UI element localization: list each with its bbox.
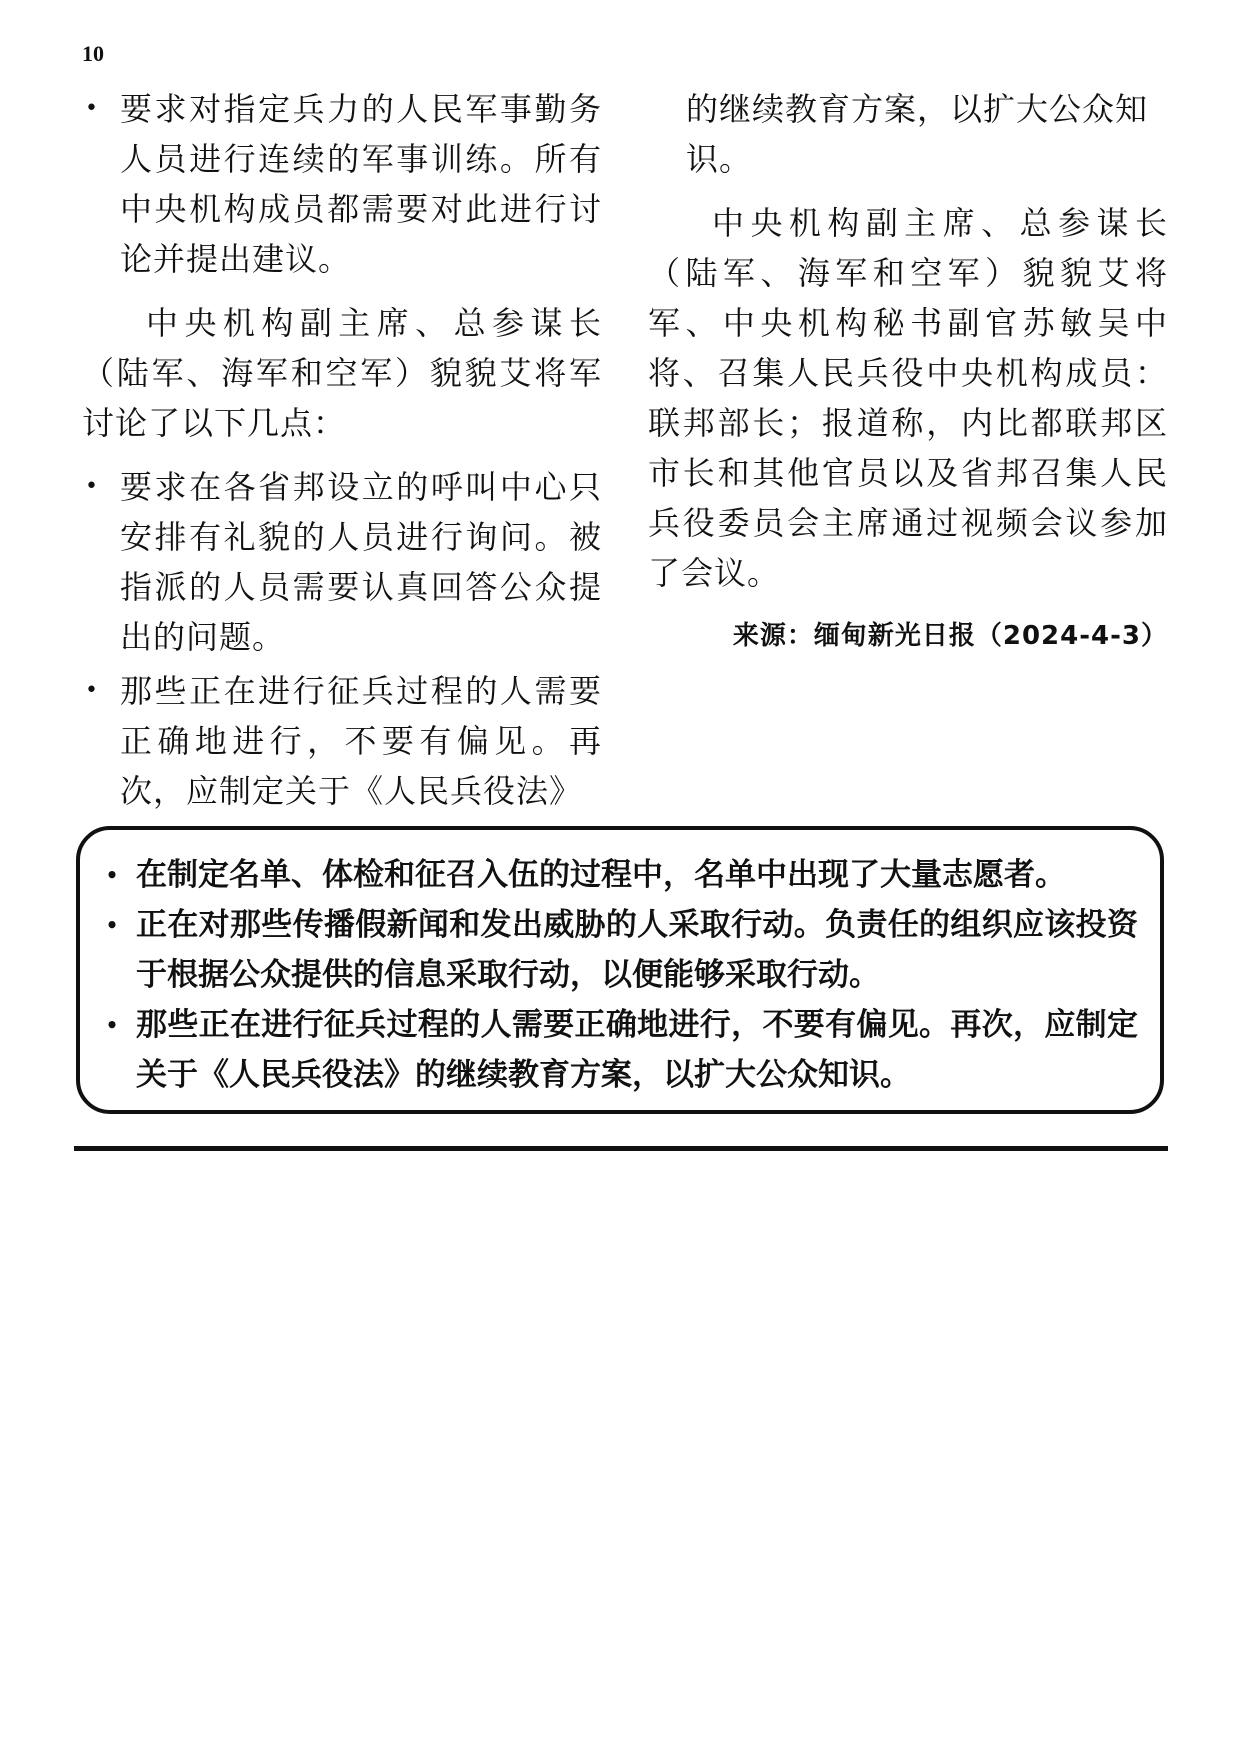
list-item bbox=[82, 462, 602, 662]
bullet-text: 那些正在进行征兵过程的人需要正确地进行，不要有偏见。再次，应制定关于《人民兵役法》 bbox=[120, 672, 602, 810]
bullet-text: 要求对指定兵力的人民军事勤务人员进行连续的军事训练。所有中央机构成员都需要对此进行讨论并提出建议。 bbox=[120, 90, 602, 278]
summary-text: 那些正在进行征兵过程的人需要正确地进行，不要有偏见。再次，应制定关于《人民兵役法》的继续教育方案，以扩大公众知识。 bbox=[136, 1007, 1138, 1093]
source-citation: 来源：缅甸新光日报（2024-4-3） bbox=[732, 621, 1168, 651]
list-item bbox=[82, 666, 602, 816]
bullet-icon: • bbox=[85, 474, 99, 499]
page-number: 10 bbox=[82, 41, 104, 66]
bullet-icon: • bbox=[105, 913, 119, 937]
summary-text: 在制定名单、体检和征召入伍的过程中，名单中出现了大量志愿者。 bbox=[136, 857, 1066, 893]
bullet-icon: • bbox=[105, 863, 119, 887]
bullet-list-bottom bbox=[82, 462, 602, 816]
bullet-icon: • bbox=[85, 678, 99, 703]
list-item bbox=[102, 850, 1138, 900]
summary-text: 正在对那些传播假新闻和发出威胁的人采取行动。负责任的组织应该投资于根据公众提供的信息采取行动，以便能够采取行动。 bbox=[136, 907, 1138, 993]
right-column bbox=[648, 84, 1168, 656]
left-column bbox=[82, 84, 602, 816]
body-paragraph: 中央机构副主席、总参谋长（陆军、海军和空军）貌貌艾将军讨论了以下几点： bbox=[82, 304, 602, 442]
summary-box bbox=[76, 826, 1164, 1114]
list-item bbox=[102, 900, 1138, 1000]
horizontal-divider bbox=[74, 1146, 1168, 1151]
continued-bullet-text: 的继续教育方案，以扩大公众知识。 bbox=[686, 90, 1149, 178]
list-item bbox=[102, 1000, 1138, 1100]
bullet-text: 要求在各省邦设立的呼叫中心只安排有礼貌的人员进行询问。被指派的人员需要认真回答公众提出的问题。 bbox=[120, 468, 602, 656]
summary-list bbox=[102, 850, 1138, 1100]
body-paragraph: 中央机构副主席、总参谋长（陆军、海军和空军）貌貌艾将军、中央机构秘书副官苏敏吴中将、召集人民兵役中央机构成员：联邦部长；报道称，内比都联邦区市长和其他官员以及省邦召集人民兵役委员会主席通过视频会议参加了会议。 bbox=[648, 204, 1168, 592]
list-item bbox=[82, 84, 602, 284]
bullet-list-top bbox=[82, 84, 602, 284]
bullet-icon: • bbox=[85, 96, 99, 121]
bullet-icon: • bbox=[105, 1013, 119, 1037]
